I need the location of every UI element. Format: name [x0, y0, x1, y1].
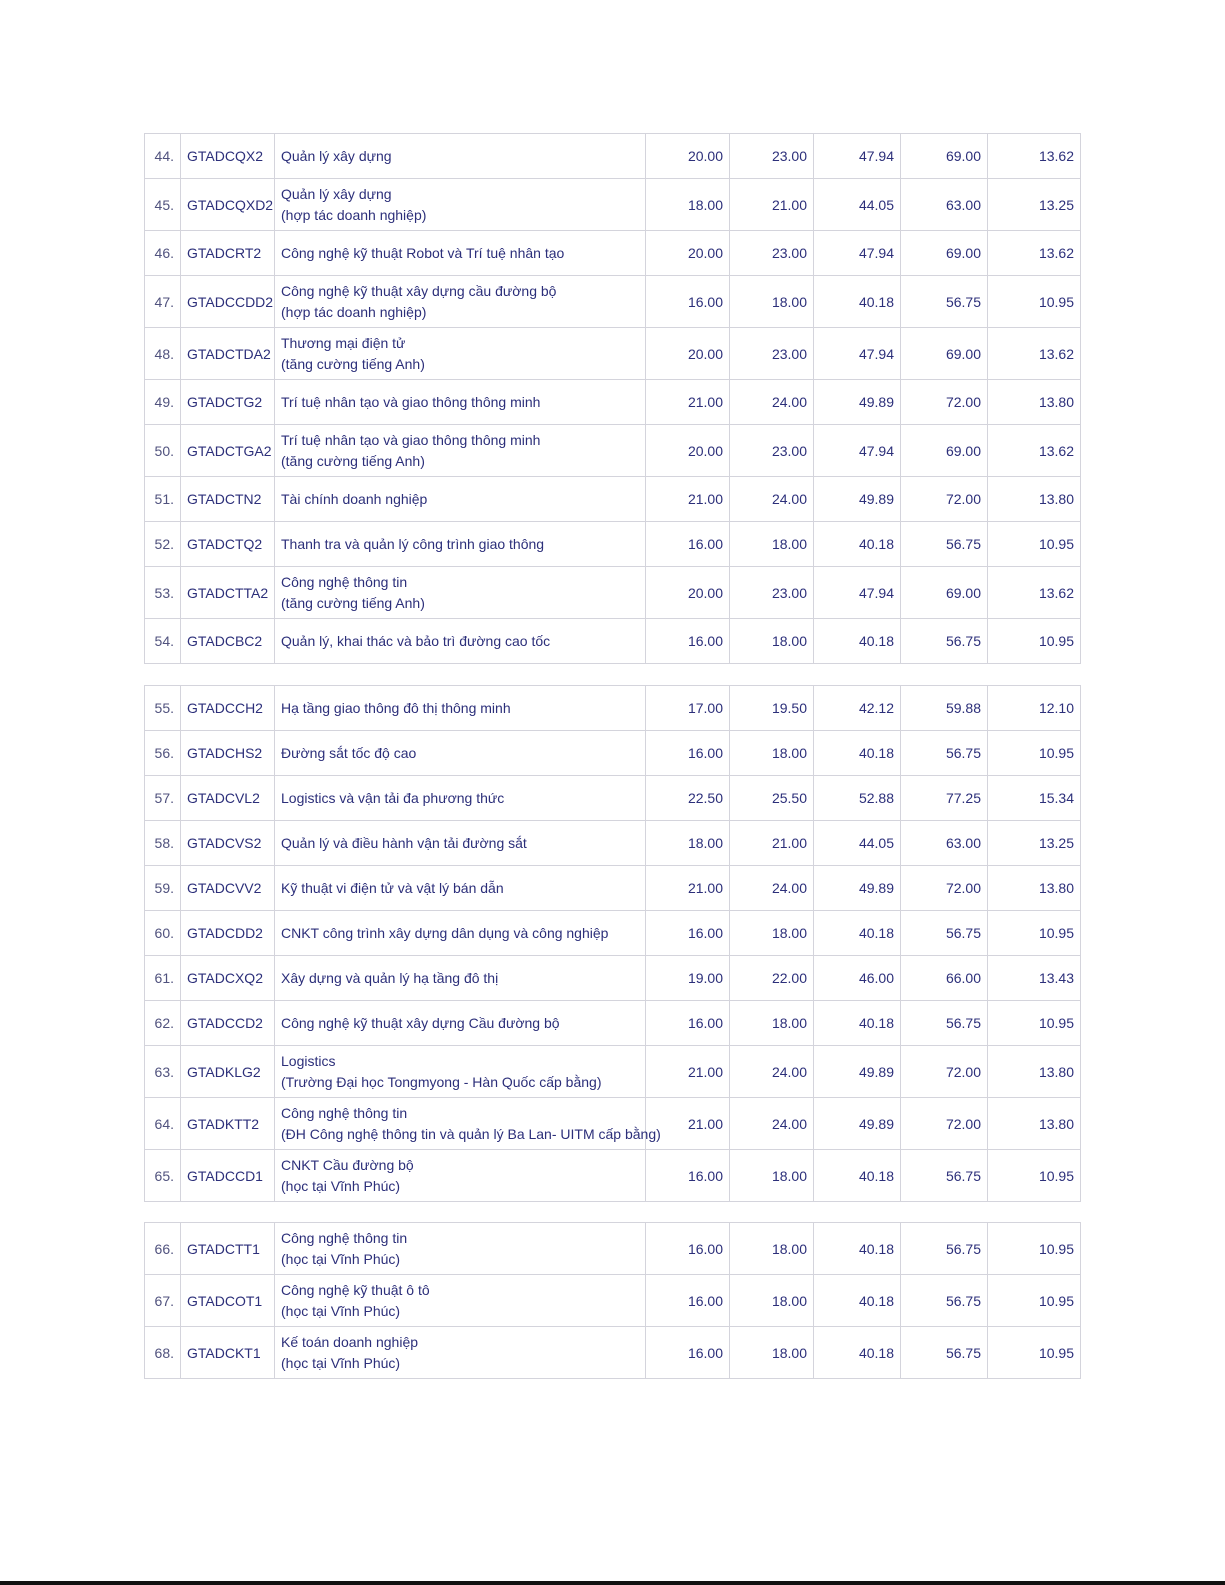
program-code: GTADCVV2	[181, 866, 275, 911]
score-value: 13.80	[988, 477, 1081, 522]
score-value: 46.00	[814, 956, 901, 1001]
program-code: GTADCXQ2	[181, 956, 275, 1001]
score-value: 56.75	[901, 1001, 988, 1046]
score-value: 40.18	[814, 522, 901, 567]
program-name-line: (Trường Đại học Tongmyong - Hàn Quốc cấp bằng)	[281, 1073, 602, 1090]
score-value: 22.50	[646, 776, 730, 821]
program-code: GTADCCD1	[181, 1150, 275, 1202]
score-value: 42.12	[814, 686, 901, 731]
score-value: 24.00	[730, 380, 814, 425]
table-row	[145, 776, 1081, 821]
score-value: 20.00	[646, 425, 730, 477]
score-value: 56.75	[901, 1150, 988, 1202]
program-code: GTADCTDA2	[181, 328, 275, 380]
program-name	[275, 776, 646, 821]
score-value: 72.00	[901, 380, 988, 425]
score-value: 12.10	[988, 686, 1081, 731]
score-value: 19.50	[730, 686, 814, 731]
score-value: 20.00	[646, 328, 730, 380]
score-value: 10.95	[988, 1327, 1081, 1379]
score-value: 16.00	[646, 619, 730, 664]
score-value: 56.75	[901, 731, 988, 776]
program-code: GTADCCD2	[181, 1001, 275, 1046]
row-number: 60.	[145, 911, 181, 956]
score-value: 69.00	[901, 567, 988, 619]
program-name-line: Quản lý xây dựng	[281, 147, 392, 164]
score-table-2	[144, 685, 1081, 1202]
table-row	[145, 276, 1081, 328]
row-number: 65.	[145, 1150, 181, 1202]
table-row	[145, 380, 1081, 425]
score-value: 18.00	[730, 911, 814, 956]
score-value: 22.00	[730, 956, 814, 1001]
score-value: 56.75	[901, 619, 988, 664]
program-name-line: CNKT Cầu đường bộ	[281, 1156, 414, 1173]
program-code: GTADCCH2	[181, 686, 275, 731]
score-value: 18.00	[730, 1223, 814, 1275]
row-number: 63.	[145, 1046, 181, 1098]
program-code: GTADCBC2	[181, 619, 275, 664]
score-value: 21.00	[646, 866, 730, 911]
score-value: 72.00	[901, 1098, 988, 1150]
program-code: GTADCDD2	[181, 911, 275, 956]
program-code: GTADCTN2	[181, 477, 275, 522]
row-number: 50.	[145, 425, 181, 477]
score-value: 16.00	[646, 522, 730, 567]
score-value: 56.75	[901, 1275, 988, 1327]
score-value: 18.00	[730, 1327, 814, 1379]
program-name-line: Xây dựng và quản lý hạ tầng đô thị	[281, 969, 499, 986]
program-name-line: Công nghệ thông tin	[281, 1104, 408, 1121]
score-value: 18.00	[730, 731, 814, 776]
score-value: 16.00	[646, 276, 730, 328]
score-value: 13.80	[988, 380, 1081, 425]
table-row	[145, 866, 1081, 911]
program-name	[275, 231, 646, 276]
score-value: 72.00	[901, 477, 988, 522]
score-value: 47.94	[814, 134, 901, 179]
score-value: 16.00	[646, 1275, 730, 1327]
score-value: 47.94	[814, 328, 901, 380]
page-bottom-border	[0, 1581, 1225, 1585]
table-row	[145, 134, 1081, 179]
row-number: 66.	[145, 1223, 181, 1275]
score-value: 23.00	[730, 231, 814, 276]
row-number: 49.	[145, 380, 181, 425]
score-value: 40.18	[814, 1001, 901, 1046]
program-code: GTADCTGA2	[181, 425, 275, 477]
score-value: 40.18	[814, 1150, 901, 1202]
score-value: 13.80	[988, 866, 1081, 911]
score-value: 16.00	[646, 731, 730, 776]
table-row	[145, 911, 1081, 956]
score-value: 18.00	[646, 821, 730, 866]
program-name-line: Công nghệ thông tin	[281, 1229, 408, 1246]
score-value: 40.18	[814, 1275, 901, 1327]
score-value: 13.62	[988, 328, 1081, 380]
table-row	[145, 956, 1081, 1001]
score-value: 18.00	[730, 276, 814, 328]
program-name-line: (tăng cường tiếng Anh)	[281, 594, 425, 611]
program-name-line: Trí tuệ nhân tạo và giao thông thông minh	[281, 431, 541, 448]
program-name	[275, 821, 646, 866]
program-name	[275, 731, 646, 776]
program-name-line: Hạ tầng giao thông đô thị thông minh	[281, 699, 511, 716]
program-code: GTADCOT1	[181, 1275, 275, 1327]
score-value: 18.00	[730, 1001, 814, 1046]
score-value: 21.00	[646, 1098, 730, 1150]
program-code: GTADCKT1	[181, 1327, 275, 1379]
program-name	[275, 866, 646, 911]
score-value: 10.95	[988, 522, 1081, 567]
program-name	[275, 1223, 646, 1275]
table-row	[145, 522, 1081, 567]
score-value: 56.75	[901, 522, 988, 567]
score-value: 13.62	[988, 567, 1081, 619]
score-value: 10.95	[988, 1150, 1081, 1202]
row-number: 52.	[145, 522, 181, 567]
table-row	[145, 821, 1081, 866]
program-name-line: Tài chính doanh nghiệp	[281, 490, 428, 507]
row-number: 54.	[145, 619, 181, 664]
program-code: GTADKTT2	[181, 1098, 275, 1150]
program-name	[275, 1098, 661, 1150]
score-value: 13.80	[988, 1098, 1081, 1150]
program-name-line: (tăng cường tiếng Anh)	[281, 452, 425, 469]
score-value: 56.75	[901, 1327, 988, 1379]
score-value: 16.00	[646, 911, 730, 956]
score-value: 56.75	[901, 276, 988, 328]
program-code: GTADCTQ2	[181, 522, 275, 567]
table-row	[145, 477, 1081, 522]
score-value: 77.25	[901, 776, 988, 821]
score-value: 56.75	[901, 911, 988, 956]
row-number: 51.	[145, 477, 181, 522]
score-value: 72.00	[901, 866, 988, 911]
score-value: 13.25	[988, 821, 1081, 866]
score-value: 23.00	[730, 425, 814, 477]
program-name	[275, 477, 646, 522]
score-value: 69.00	[901, 134, 988, 179]
table-row	[145, 1150, 1081, 1202]
program-name-line: Logistics và vận tải đa phương thức	[281, 789, 505, 806]
score-value: 20.00	[646, 134, 730, 179]
program-name-line: (học tại Vĩnh Phúc)	[281, 1302, 401, 1319]
program-name	[275, 567, 646, 619]
score-value: 21.00	[730, 821, 814, 866]
program-code: GTADCTTA2	[181, 567, 275, 619]
row-number: 44.	[145, 134, 181, 179]
program-name-line: Thanh tra và quản lý công trình giao thông	[281, 535, 545, 552]
row-number: 67.	[145, 1275, 181, 1327]
score-value: 44.05	[814, 179, 901, 231]
score-value: 49.89	[814, 866, 901, 911]
table-row	[145, 686, 1081, 731]
program-name-line: Quản lý và điều hành vận tải đường sắt	[281, 834, 527, 851]
score-value: 21.00	[646, 1046, 730, 1098]
score-value: 10.95	[988, 619, 1081, 664]
program-name	[275, 1001, 646, 1046]
program-name	[275, 956, 646, 1001]
score-value: 18.00	[730, 522, 814, 567]
program-name-line: Công nghệ kỹ thuật xây dựng cầu đường bộ	[281, 282, 557, 299]
score-value: 69.00	[901, 328, 988, 380]
score-value: 21.00	[646, 380, 730, 425]
row-number: 53.	[145, 567, 181, 619]
score-value: 20.00	[646, 567, 730, 619]
row-number: 45.	[145, 179, 181, 231]
score-value: 49.89	[814, 477, 901, 522]
program-name	[275, 276, 646, 328]
score-value: 63.00	[901, 821, 988, 866]
row-number: 64.	[145, 1098, 181, 1150]
score-value: 18.00	[730, 619, 814, 664]
score-value: 56.75	[901, 1223, 988, 1275]
program-name	[275, 1150, 646, 1202]
score-value: 15.34	[988, 776, 1081, 821]
program-code: GTADCVL2	[181, 776, 275, 821]
program-name-line: Logistics	[281, 1052, 336, 1069]
program-name-line: (học tại Vĩnh Phúc)	[281, 1250, 401, 1267]
program-name	[275, 522, 646, 567]
program-name-line: Thương mại điện tử	[281, 334, 406, 351]
score-value: 16.00	[646, 1150, 730, 1202]
score-value: 24.00	[730, 1098, 814, 1150]
table-row	[145, 425, 1081, 477]
score-value: 10.95	[988, 731, 1081, 776]
score-value: 13.62	[988, 425, 1081, 477]
score-value: 25.50	[730, 776, 814, 821]
program-name-line: (ĐH Công nghệ thông tin và quản lý Ba Lan- UITM cấp bằng)	[281, 1125, 661, 1142]
program-name	[275, 380, 646, 425]
row-number: 56.	[145, 731, 181, 776]
row-number: 61.	[145, 956, 181, 1001]
program-name-line: CNKT công trình xây dựng dân dụng và công nghiệp	[281, 924, 609, 941]
program-code: GTADCHS2	[181, 731, 275, 776]
score-value: 49.89	[814, 1098, 901, 1150]
score-value: 19.00	[646, 956, 730, 1001]
score-value: 18.00	[730, 1150, 814, 1202]
row-number: 68.	[145, 1327, 181, 1379]
score-value: 13.62	[988, 231, 1081, 276]
score-value: 23.00	[730, 567, 814, 619]
table-row	[145, 1098, 1081, 1150]
score-value: 10.95	[988, 1001, 1081, 1046]
program-name-line: Kỹ thuật vi điện tử và vật lý bán dẫn	[281, 879, 504, 896]
program-code: GTADCQXD2	[181, 179, 275, 231]
score-value: 66.00	[901, 956, 988, 1001]
table-row	[145, 328, 1081, 380]
program-code: GTADKLG2	[181, 1046, 275, 1098]
program-name	[275, 425, 646, 477]
score-value: 24.00	[730, 1046, 814, 1098]
program-name	[275, 134, 646, 179]
table-row	[145, 1046, 1081, 1098]
score-value: 69.00	[901, 231, 988, 276]
score-value: 13.80	[988, 1046, 1081, 1098]
score-value: 47.94	[814, 425, 901, 477]
row-number: 48.	[145, 328, 181, 380]
program-name	[275, 1327, 646, 1379]
row-number: 46.	[145, 231, 181, 276]
score-value: 47.94	[814, 231, 901, 276]
score-value: 44.05	[814, 821, 901, 866]
score-value: 47.94	[814, 567, 901, 619]
program-code: GTADCTT1	[181, 1223, 275, 1275]
program-name-line: Công nghệ kỹ thuật ô tô	[281, 1281, 430, 1298]
program-code: GTADCTG2	[181, 380, 275, 425]
score-value: 59.88	[901, 686, 988, 731]
row-number: 57.	[145, 776, 181, 821]
program-code: GTADCVS2	[181, 821, 275, 866]
score-value: 17.00	[646, 686, 730, 731]
table-row	[145, 1327, 1081, 1379]
program-name-line: (học tại Vĩnh Phúc)	[281, 1177, 401, 1194]
program-name-line: Quản lý xây dựng	[281, 185, 392, 202]
table-row	[145, 231, 1081, 276]
score-value: 49.89	[814, 380, 901, 425]
score-value: 13.25	[988, 179, 1081, 231]
score-value: 23.00	[730, 134, 814, 179]
program-name-line: Quản lý, khai thác và bảo trì đường cao tốc	[281, 632, 551, 649]
score-value: 13.43	[988, 956, 1081, 1001]
program-name-line: Trí tuệ nhân tạo và giao thông thông minh	[281, 393, 541, 410]
program-name-line: Đường sắt tốc độ cao	[281, 744, 417, 761]
score-value: 16.00	[646, 1327, 730, 1379]
program-code: GTADCRT2	[181, 231, 275, 276]
score-value: 69.00	[901, 425, 988, 477]
program-name-line: Kế toán doanh nghiệp	[281, 1333, 419, 1350]
score-value: 20.00	[646, 231, 730, 276]
row-number: 47.	[145, 276, 181, 328]
score-value: 21.00	[730, 179, 814, 231]
score-value: 40.18	[814, 1327, 901, 1379]
score-value: 18.00	[646, 179, 730, 231]
program-name	[275, 179, 646, 231]
score-value: 40.18	[814, 276, 901, 328]
program-name-line: Công nghệ kỹ thuật xây dựng Cầu đường bộ	[281, 1014, 560, 1031]
score-value: 24.00	[730, 866, 814, 911]
program-name	[275, 911, 646, 956]
score-value: 21.00	[646, 477, 730, 522]
score-table-1	[144, 133, 1081, 664]
program-name-line: (hợp tác doanh nghiệp)	[281, 206, 427, 223]
score-value: 52.88	[814, 776, 901, 821]
row-number: 55.	[145, 686, 181, 731]
score-value: 16.00	[646, 1001, 730, 1046]
program-code: GTADCQX2	[181, 134, 275, 179]
table-row	[145, 619, 1081, 664]
program-name-line: (tăng cường tiếng Anh)	[281, 355, 425, 372]
score-value: 40.18	[814, 911, 901, 956]
score-value: 16.00	[646, 1223, 730, 1275]
table-row	[145, 1275, 1081, 1327]
score-value: 24.00	[730, 477, 814, 522]
table-row	[145, 179, 1081, 231]
score-value: 40.18	[814, 731, 901, 776]
score-value: 18.00	[730, 1275, 814, 1327]
score-value: 49.89	[814, 1046, 901, 1098]
score-value: 72.00	[901, 1046, 988, 1098]
score-value: 10.95	[988, 911, 1081, 956]
program-name	[275, 328, 646, 380]
program-name-line: (hợp tác doanh nghiệp)	[281, 303, 427, 320]
program-name	[275, 1275, 646, 1327]
row-number: 59.	[145, 866, 181, 911]
row-number: 62.	[145, 1001, 181, 1046]
program-name	[275, 1046, 646, 1098]
table-row	[145, 1223, 1081, 1275]
score-value: 10.95	[988, 1223, 1081, 1275]
program-code: GTADCCDD2	[181, 276, 275, 328]
program-name-line: Công nghệ thông tin	[281, 573, 408, 590]
program-name-line: Công nghệ kỹ thuật Robot và Trí tuệ nhân tạo	[281, 244, 565, 261]
row-number: 58.	[145, 821, 181, 866]
table-row	[145, 567, 1081, 619]
score-value: 10.95	[988, 1275, 1081, 1327]
score-value: 10.95	[988, 276, 1081, 328]
score-value: 23.00	[730, 328, 814, 380]
program-name-line: (học tại Vĩnh Phúc)	[281, 1354, 401, 1371]
program-name	[275, 686, 646, 731]
score-value: 40.18	[814, 619, 901, 664]
score-value: 13.62	[988, 134, 1081, 179]
score-table-3	[144, 1222, 1081, 1379]
program-name	[275, 619, 646, 664]
score-value: 40.18	[814, 1223, 901, 1275]
table-row	[145, 1001, 1081, 1046]
score-value: 63.00	[901, 179, 988, 231]
table-row	[145, 731, 1081, 776]
